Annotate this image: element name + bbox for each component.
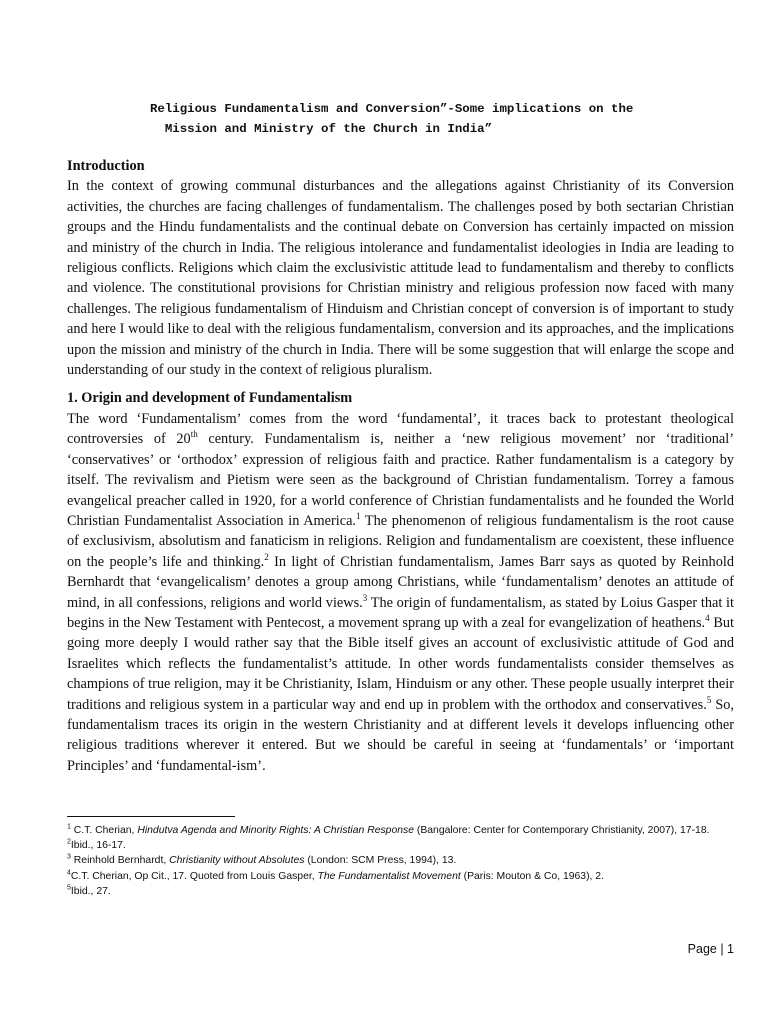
title-line-2: Mission and Ministry of the Church in India” [150, 122, 493, 136]
section-1-text-7: So, fundamentalism traces its origin in the western Christianity and at different levels it develops influencing other religious traditions wherever it entered. But we should be careful in seeing at ‘fundamentals’ or ‘important Principles’ and ‘fundamental-ism’. [67, 696, 734, 774]
section-1-text-2: century. Fundamentalism is, neither a ‘new religious movement’ nor ‘traditional’ ‘conservatives’ or ‘orthodox’ expression of religious faith and practice. Rather fundamentalism is a category by itself. The revivalism and Pietism were seen as the background of Christian fundamentalism. Torrey a famous evangelical preacher called in 1920, for a world conference of Christian fundamentalists and he founded the World Christian Fundamentalist Association in America. [67, 431, 734, 529]
section-1-text-3: The phenomenon of religious fundamentalism is the root cause of exclusivism, absolutism and fanaticism in religions. Religion and fundamentalism are coexistent, these influence on the people’s life and thinking. [67, 512, 734, 570]
introduction-heading: Introduction [67, 158, 145, 174]
footnote-text: (Bangalore: Center for Contemporary Christianity, 2007), 17-18. [413, 825, 710, 836]
footnote-text: C.T. Cherian, [70, 825, 138, 836]
section-1-paragraph [67, 409, 734, 776]
footnote-ref-4[interactable]: 4 [705, 613, 710, 624]
footnote-book-title: The Fundamentalist Movement [317, 870, 461, 882]
footnote-1 [67, 823, 734, 838]
document-body [67, 156, 734, 776]
footnotes [67, 823, 734, 899]
footnote-ref-2[interactable]: 2 [264, 551, 269, 562]
footnote-separator [67, 816, 235, 817]
section-1-text-4: In light of Christian fundamentalism, James Barr says as quoted by Reinhold Bernhardt that ‘evangelicalism’ denotes a group among Christians, while ‘fundamentalism’ denotes an attitude of mind, in all confessions, religions and world views. [67, 553, 734, 611]
section-1-text-1: The word ‘Fundamentalism’ comes from the word ‘fundamental’, it traces back to protestant theological controversies of 20 [67, 410, 734, 448]
footnote-ref-5[interactable]: 5 [706, 694, 712, 705]
document-title [150, 99, 768, 139]
footnote-2 [67, 838, 734, 853]
section-1-text-6: But going more deeply I would rather say that the Bible itself gives an account of exclusivistic attitude of God and Israelites which reflects the fundamentalist’s attitude. In other words fundamentalists consider themselves as champions of true religion, may it be Christianity, Islam, Hinduism or any other. These people usually interpret their traditions and religious system in a particular way and end up in problem with the orthodox and conservatives. [67, 614, 734, 713]
section-1-heading: 1. Origin and development of Fundamentalism [67, 390, 353, 407]
footnote-number: 1 [67, 823, 71, 831]
footnote-text: Reinhold Bernhardt, [70, 855, 170, 867]
footnote-4 [67, 869, 734, 884]
superscript-th: th [190, 429, 198, 440]
footnote-3 [67, 853, 734, 868]
footnote-number: 3 [67, 853, 71, 861]
footnote-text: (London: SCM Press, 1994), 13. [304, 855, 457, 867]
introduction-paragraph: In the context of growing communal disturbances and the allegations against Christianity of its Conversion activities, the churches are facing challenges of fundamentalism. The challenges posed by both sectarian Christian groups and the Hindu fundamentalists and the continual debate on Conversion has certainly impacted on mission and ministry of the church in India. The religious intolerance and fundamentalist ideologies in India are leading to religious conflicts. Religions which claim the exclusivistic attitude lead to fundamentalism and thereby to conflicts and violence. The constitutional provisions for Christian ministry and religious profession now faced with many challenges. The religious fundamentalism of Hinduism and Christian concept of conversion is of important to study and here I would like to deal with the religious fundamentalism, conversion and its approaches, and the implications upon the mission and ministry of the church in India. There will be some suggestion that will enlarge the scope and understanding of our study in the context of religious pluralism. [67, 178, 734, 379]
footnote-text: C.T. Cherian, Op Cit., 17. Quoted from Louis Gasper, [70, 870, 318, 882]
footnote-text: Ibid., 16-17. [70, 840, 126, 852]
footnote-number: 4 [67, 869, 71, 877]
footnote-book-title: Hindutva Agenda and Minority Rights: A Christian Response [137, 825, 414, 836]
section-1-text-5: The origin of fundamentalism, as stated by Loius Gasper that it begins in the New Testament with Pentecost, a movement sprang up with a zeal for evangelization of heathens. [67, 594, 735, 631]
footnote-text: (Paris: Mouton & Co, 1963), 2. [460, 870, 604, 882]
footnote-text: Ibid., 27. [70, 885, 111, 897]
footnote-book-title: Christianity without Absolutes [169, 855, 305, 867]
footnote-5 [67, 884, 734, 899]
footnote-number: 2 [67, 838, 71, 846]
footnote-ref-1[interactable]: 1 [356, 511, 361, 522]
title-line-1: Religious Fundamentalism and Conversion”-Some implications on the [150, 102, 634, 116]
page-number: Page | 1 [687, 942, 734, 956]
footnote-number: 5 [67, 884, 71, 892]
footnote-ref-3[interactable]: 3 [362, 592, 368, 603]
